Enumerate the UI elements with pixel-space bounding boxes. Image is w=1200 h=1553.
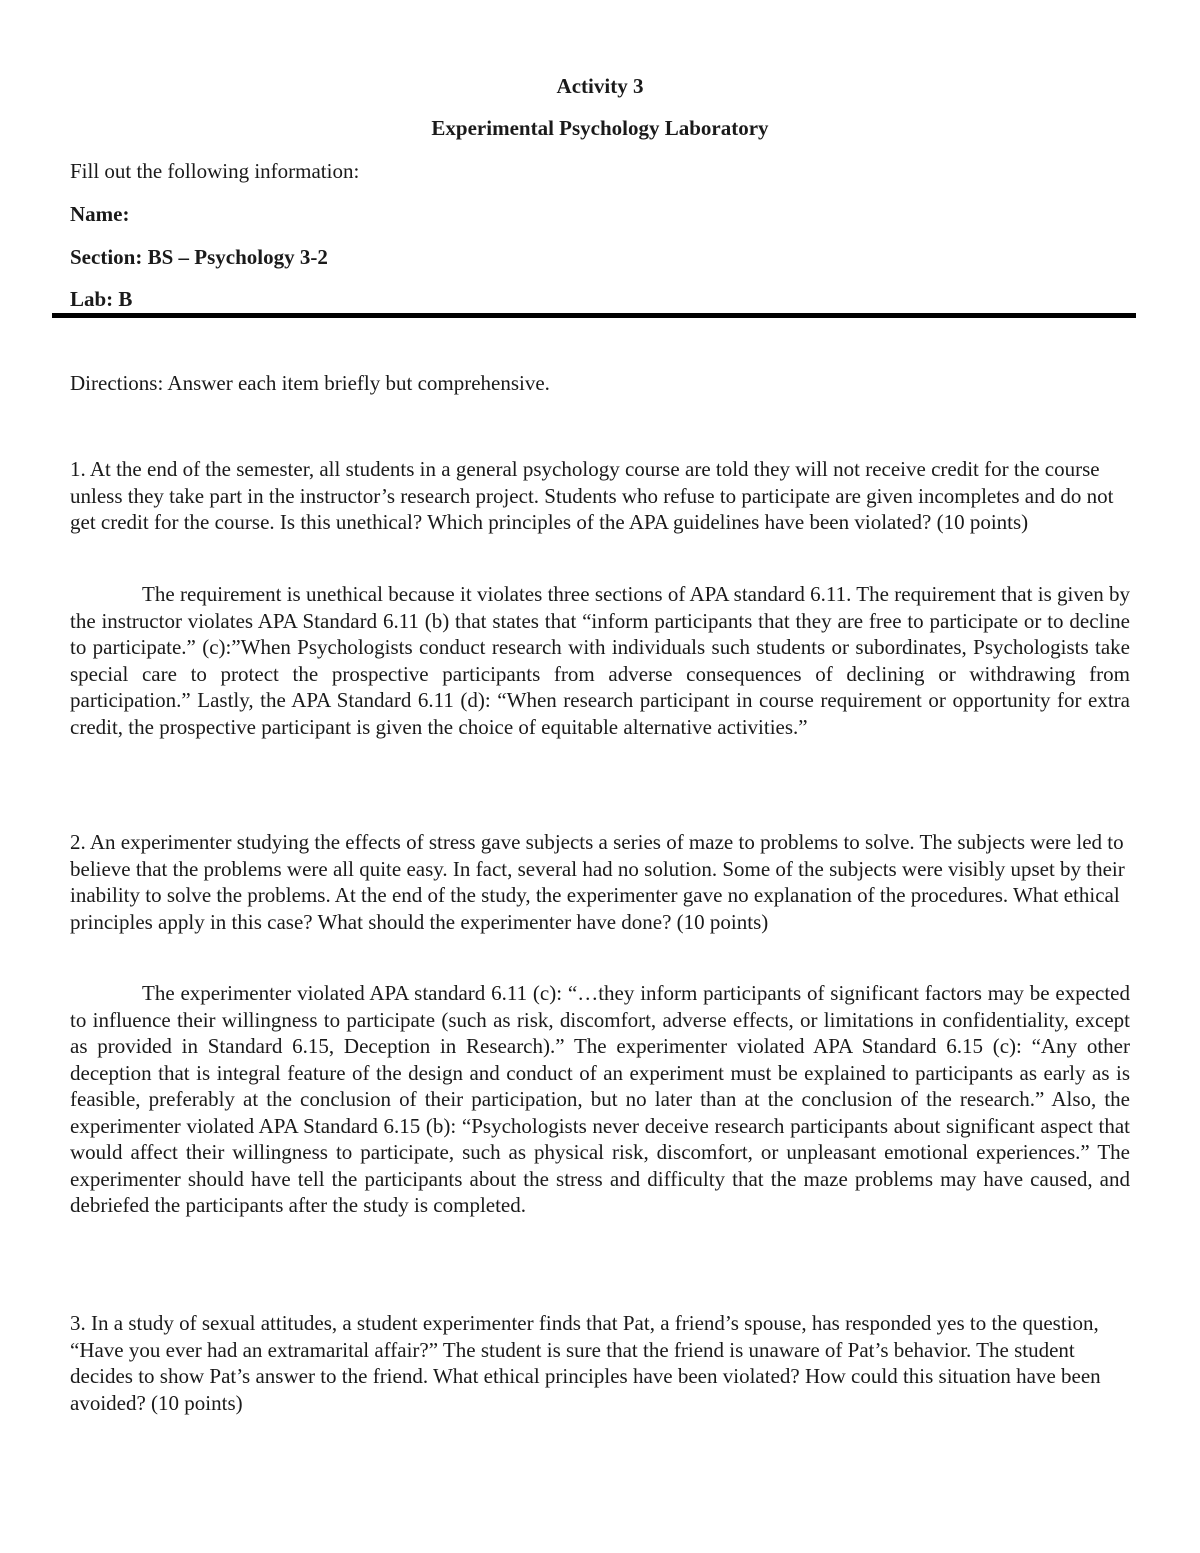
info-prompt: Fill out the following information:: [70, 159, 360, 183]
course-title: Experimental Psychology Laboratory: [431, 116, 769, 140]
directions-text: Directions: Answer each item briefly but comprehensive.: [70, 371, 550, 395]
header-divider: [52, 313, 1136, 318]
name-label: Name:: [70, 202, 130, 226]
answer-1: The requirement is unethical because it violates three sections of APA standard 6.11. The requirement that is given by the instructor violates APA Standard 6.11 (b) that states that “inform participants that they are free to participate or to decline to participate.” (c):”When Psychologists conduct research with individuals such students or subordinates, Psychologists take special care to protect the prospective participants from adverse consequences of declining or withdrawing from participation.” Lastly, the APA Standard 6.11 (d): “When research participant in course requirement or opportunity for extra credit, the prospective participant is given the choice of equitable alternative activities.”: [70, 582, 1130, 739]
question-2: 2. An experimenter studying the effects of stress gave subjects a series of maze to problems to solve. The subjects were led to believe that the problems were all quite easy. In fact, several had no solution. Some of the subjects were visibly upset by their inability to solve the problems. At the end of the study, the experimenter gave no explanation of the procedures. What ethical principles apply in this case? What should the experimenter have done? (10 points): [70, 830, 1125, 934]
answer-2: The experimenter violated APA standard 6.11 (c): “…they inform participants of significant factors may be expected to influence their willingness to participate (such as risk, discomfort, adverse effects, or limitations in confidentiality, except as provided in Standard 6.15, Deception in Research).” The experimenter violated APA Standard 6.15 (c): “Any other deception that is integral feature of the design and conduct of an experiment must be explained to participants as early as is feasible, preferably at the conclusion of their participation, but no later than at the conclusion of the research.” Also, the experimenter violated APA Standard 6.15 (b): “Psychologists never deceive research participants about significant aspect that would affect their willingness to participate, such as physical risk, discomfort, or unpleasant emotional experiences.” The experimenter should have tell the participants about the stress and difficulty that the maze problems may have caused, and debriefed the participants after the study is completed.: [70, 981, 1130, 1217]
section-label: Section: BS – Psychology 3-2: [70, 245, 328, 269]
question-1: 1. At the end of the semester, all students in a general psychology course are told they will not receive credit for the course unless they take part in the instructor’s research project. Students who refuse to participate are given incompletes and do not get credit for the course. Is this unethical? Which principles of the APA guidelines have been violated? (10 points): [70, 457, 1114, 534]
lab-label: Lab: B: [70, 287, 133, 311]
activity-title: Activity 3: [556, 74, 644, 98]
question-3: 3. In a study of sexual attitudes, a student experimenter finds that Pat, a friend’s spouse, has responded yes to the question, “Have you ever had an extramarital affair?” The student is sure that the friend is unaware of Pat’s behavior. The student decides to show Pat’s answer to the friend. What ethical principles have been violated? How could this situation have been avoided? (10 points): [70, 1311, 1101, 1415]
